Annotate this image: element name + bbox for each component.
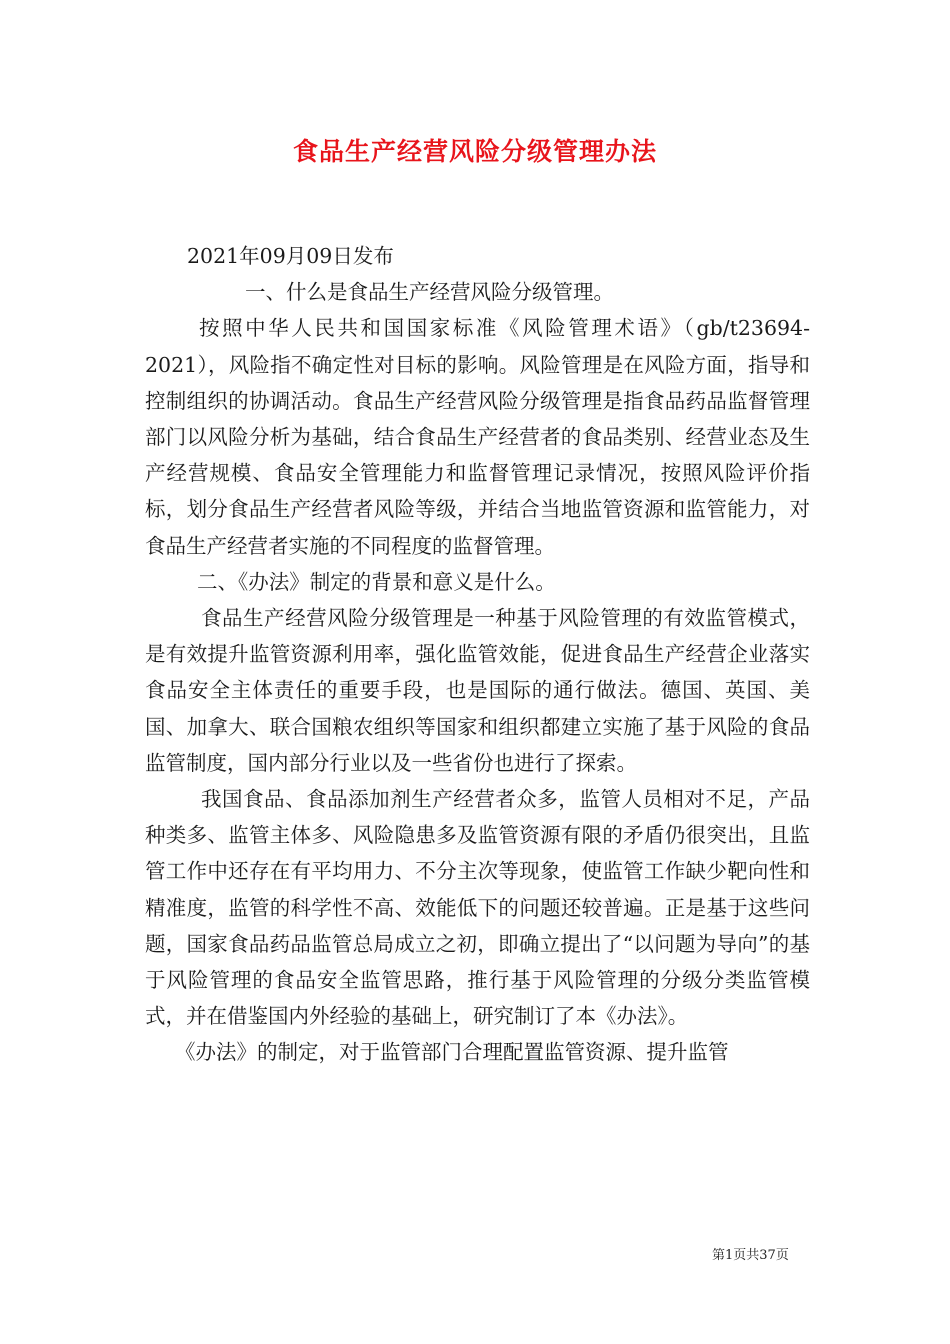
paragraph: 《办法》的制定，对于监管部门合理配置监管资源、提升监管	[175, 1040, 729, 1065]
paragraph: 食品生产经营风险分级管理是一种基于风险管理的有效监管模式，是有效提升监管资源利用率，强化监管效能，促进食品生产经营企业落实食品安全主体责任的重要手段，也是国际的通行做法。德国、英国、美国、加拿大、联合国粮农组织等国家和组织都建立实施了基于风险的食品监管制度，国内部分行业以及一些省份也进行了探索。	[145, 606, 810, 775]
section-heading-1: 一、什么是食品生产经营风险分级管理。	[245, 280, 614, 305]
document-body	[145, 238, 810, 1071]
document-title: 食品生产经营风险分级管理办法	[292, 137, 657, 166]
paragraph: 按照中华人民共和国国家标准《风险管理术语》（gb/t23694-2021），风险指不确定性对目标的影响。风险管理是在风险方面，指导和控制组织的协调活动。食品生产经营风险分级管理是指食品药品监督管理部门以风险分析为基础，结合食品生产经营者的食品类别、经营业态及生产经营规模、食品安全管理能力和监督管理记录情况，按照风险评价指标，划分食品生产经营者风险等级，并结合当地监管资源和监管能力，对食品生产经营者实施的不同程度的监督管理。	[145, 316, 810, 558]
page-number: 第1页共37页	[712, 1248, 789, 1263]
publish-date: 2021年09月09日发布	[187, 244, 394, 268]
section-heading-2: 二、《办法》制定的背景和意义是什么。	[197, 569, 556, 594]
paragraph: 我国食品、食品添加剂生产经营者众多，监管人员相对不足，产品种类多、监管主体多、风险隐患多及监管资源有限的矛盾仍很突出，且监管工作中还存在有平均用力、不分主次等现象，使监管工作缺少靶向性和精准度，监管的科学性不高、效能低下的问题还较普遍。正是基于这些问题，国家食品药品监管总局成立之初，即确立提出了“以问题为导向”的基于风险管理的食品安全监管思路，推行基于风险管理的分级分类监管模式，并在借鉴国内外经验的基础上，研究制订了本《办法》。	[145, 787, 810, 1029]
